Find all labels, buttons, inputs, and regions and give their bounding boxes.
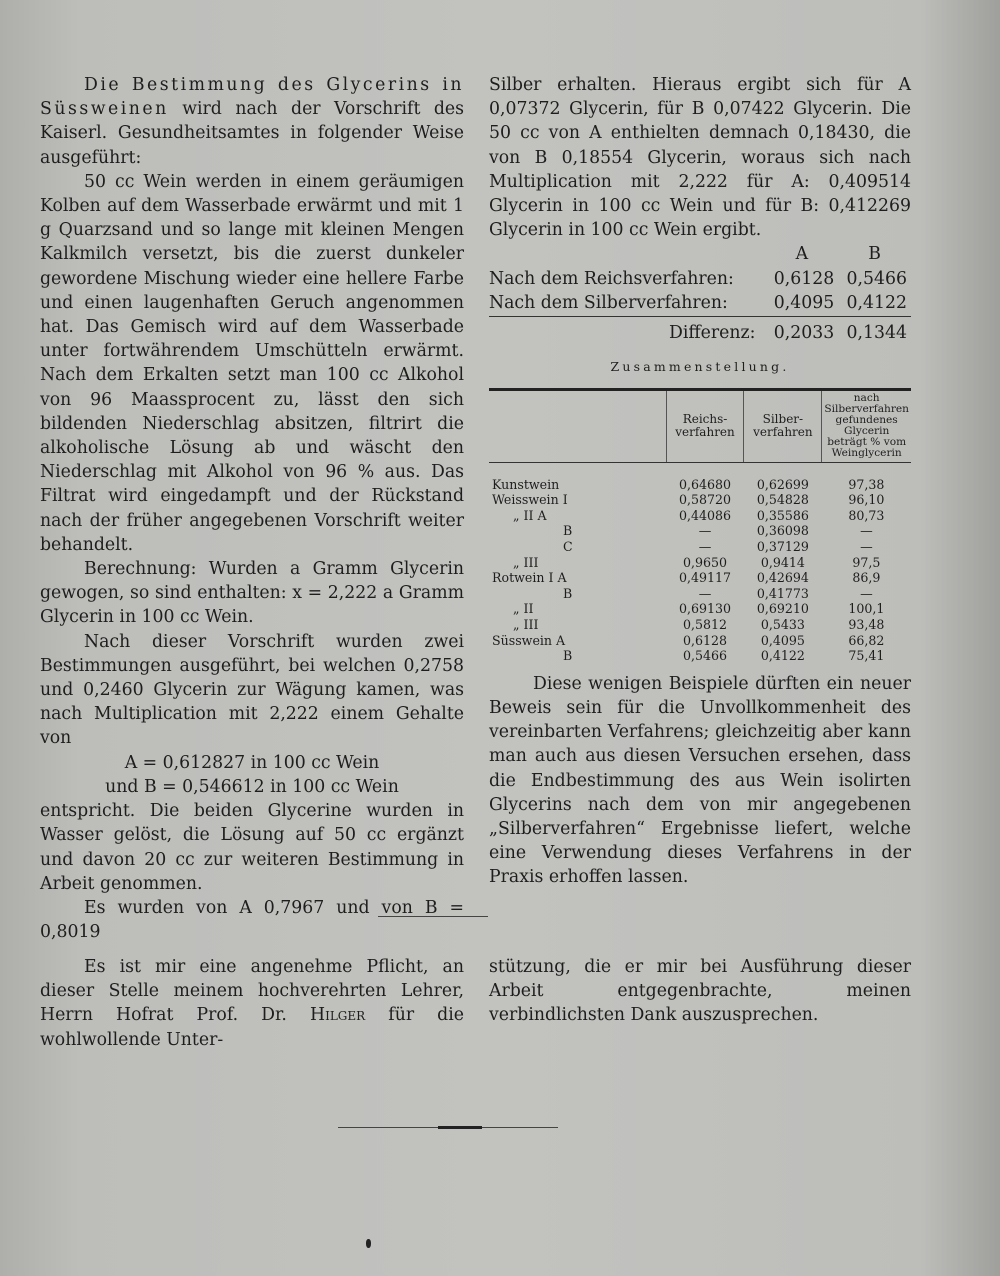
comparison-row <box>489 291 911 316</box>
acknowledgement-right <box>489 955 911 1028</box>
reichsverfahren-value: — <box>698 523 712 539</box>
paragraph-silver: Es wurden von A 0,7967 und von B = 0,8019 <box>40 897 464 943</box>
reichsverfahren-value: 0,64680 <box>678 476 732 492</box>
paragraph-conclusion: Diese wenigen Beispiele dürften ein neuer Beweis sein für die Unvollkommenheit des vereinbarten Verfahrens; gleichzeitig aber kann man auch aus diesen Versuchen ersehen, dass die Endbestimmung des aus Wein isolirten Glycerins nach dem von mir angegebenen „Silberverfahren“ Ergebnisse liefert, welche eine Verwendung dieses Verfahrens in der Praxis erhoffen lassen. <box>489 673 911 888</box>
silberverfahren-value: 0,41773 <box>756 585 809 601</box>
summary-title: Zusammenstellung. <box>610 359 790 375</box>
column-head-a: A <box>795 244 809 265</box>
intro-spaced-text: Die Bestimmung des Glycerins in Süssweinen <box>40 75 464 120</box>
percentage-value: 66,82 <box>848 632 885 648</box>
percentage-value: 96,10 <box>848 492 885 508</box>
silberverfahren-value: 0,42694 <box>756 570 809 586</box>
percentage-value: 75,41 <box>848 648 885 664</box>
row-label: Weisswein I <box>492 492 568 508</box>
summary-row <box>489 508 911 524</box>
comparison-table <box>489 242 911 345</box>
row-label: B <box>563 523 573 539</box>
row-label: C <box>563 539 573 554</box>
reichsverfahren-value: — <box>698 539 712 554</box>
comparison-header-row <box>489 242 911 267</box>
value-a: 0,4095 <box>773 293 835 314</box>
difference-a: 0,2033 <box>765 316 838 345</box>
percentage-value: 97,5 <box>852 554 881 570</box>
row-label: Kunstwein <box>492 476 560 492</box>
reichsverfahren-value: 0,5812 <box>682 616 728 632</box>
summary-row <box>489 523 911 539</box>
percentage-value: — <box>860 585 873 601</box>
percentage-value: 93,48 <box>848 616 885 632</box>
reichsverfahren-value: — <box>698 585 712 601</box>
acknowledgement-text-left: Es ist mir eine angenehme Pflicht, an dieser Stelle meinem hochverehrten Lehrer, Herrn Hofrat Prof. Dr. Hilger für die wohlwollende Unter- <box>40 957 464 1050</box>
summary-row <box>489 601 911 617</box>
header-reichsverfahren: Reichs-verfahren <box>666 389 744 462</box>
silberverfahren-value: 0,4122 <box>760 648 805 664</box>
paragraph-calculation: Berechnung: Wurden a Gramm Glycerin gewogen, so sind enthalten: x = 2,222 a Gramm Glycerin in 100 cc Wein. <box>40 559 464 628</box>
paragraph-method: 50 cc Wein werden in einem geräumigen Kolben auf dem Wasserbade erwärmt und mit 1 g Quarzsand und so lange mit kleinen Mengen Kalkmilch versetzt, bis die zuerst dunkeler gewordene Mischung wieder eine hellere Farbe und einen laugenhaften Geruch angenommen hat. Das Gemisch wird auf dem Wasserbade unter fortwährendem Umschütteln erwärmt. Nach dem Erkalten setzt man 100 cc Alkohol von 96 Maassprocent zu, lässt den sich bildenden Niederschlag absitzen, filtrirt die alkoholische Lösung ab und wäscht den Niederschlag mit Alkohol von 96 % aus. Das Filtrat wird eingedampft und der Rückstand nach der früher angegebenen Vorschrift weiter behandelt. <box>40 171 464 555</box>
acknowledgement-name: Hilger <box>310 1005 366 1026</box>
section-divider <box>378 916 488 917</box>
summary-row <box>489 462 911 492</box>
left-column <box>40 73 464 944</box>
difference-b: 0,1344 <box>838 316 911 345</box>
row-label: „ II A <box>513 507 547 523</box>
value-b: 0,4122 <box>846 293 907 314</box>
summary-row <box>489 555 911 571</box>
header-percentage: nach Silberverfahren gefundenes Glycerin beträgt % vom Weinglycerin <box>822 389 911 462</box>
silberverfahren-value: 0,36098 <box>756 523 809 539</box>
difference-row <box>489 316 911 345</box>
reichsverfahren-value: 0,44086 <box>678 507 732 523</box>
summary-row <box>489 586 911 602</box>
paragraph-results: Silber erhalten. Hieraus ergibt sich für A 0,07372 Glycerin, für B 0,07422 Glycerin. Die 50 cc von A enthielten demnach 0,18430, die von B 0,18554 Glycerin, woraus sich nach Multiplication mit 2,222 für A: 0,409514 Glycerin in 100 cc Wein und für B: 0,412269 Glycerin in 100 cc Wein ergibt. <box>489 75 911 241</box>
column-head-b: B <box>868 244 881 265</box>
row-label: „ III <box>513 616 539 632</box>
header-silberverfahren: Silber-verfahren <box>744 389 822 462</box>
silberverfahren-value: 0,35586 <box>756 507 809 523</box>
acknowledgement-text-right: stützung, die er mir bei Ausführung dieser Arbeit entgegenbrachte, meinen verbindlichsten Dank auszusprechen. <box>489 957 911 1026</box>
silberverfahren-value: 0,62699 <box>756 476 809 492</box>
summary-row <box>489 570 911 586</box>
value-a: 0,6128 <box>773 268 835 289</box>
right-column <box>489 73 911 890</box>
silberverfahren-value: 0,4095 <box>760 632 805 648</box>
reichsverfahren-value: 0,58720 <box>678 492 732 508</box>
row-label: Nach dem Reichsverfahren: <box>489 268 734 289</box>
percentage-value: 86,9 <box>852 570 881 586</box>
row-label: „ II <box>513 601 534 617</box>
row-label: „ III <box>513 554 539 570</box>
row-label: Nach dem Silberverfahren: <box>489 293 728 314</box>
summary-table <box>489 388 911 664</box>
summary-row <box>489 617 911 633</box>
page-mark <box>366 1239 371 1248</box>
reichsverfahren-value: 0,69130 <box>678 601 732 617</box>
summary-header-row <box>489 389 911 462</box>
silberverfahren-value: 0,9414 <box>760 554 805 570</box>
row-label: B <box>563 585 573 601</box>
row-label: Süsswein A <box>492 632 566 648</box>
summary-row <box>489 648 911 664</box>
summary-row <box>489 539 911 555</box>
silberverfahren-value: 0,69210 <box>756 601 809 617</box>
reichsverfahren-value: 0,49117 <box>678 570 732 586</box>
reichsverfahren-value: 0,5466 <box>682 648 728 664</box>
paragraph-determinations: Nach dieser Vorschrift wurden zwei Bestimmungen ausgeführt, bei welchen 0,2758 und 0,2460 Glycerin zur Wägung kamen, was nach Multiplication mit 2,222 einem Gehalte von <box>40 631 464 749</box>
silberverfahren-value: 0,37129 <box>756 539 809 554</box>
percentage-value: — <box>860 523 873 539</box>
summary-row <box>489 492 911 508</box>
summary-body <box>489 462 911 664</box>
acknowledgement-left <box>40 955 464 1052</box>
intro-text: wird nach der Vorschrift des Kaiserl. Gesundheitsamtes in folgender Weise ausgeführt: <box>40 99 464 168</box>
row-label: B <box>563 648 573 664</box>
equation-b: und B = 0,546612 in 100 cc Wein <box>105 776 399 797</box>
percentage-value: 97,38 <box>848 476 885 492</box>
silberverfahren-value: 0,54828 <box>756 492 809 508</box>
end-rule-accent <box>438 1126 482 1129</box>
silberverfahren-value: 0,5433 <box>760 616 805 632</box>
comparison-row <box>489 267 911 292</box>
equation-a: A = 0,612827 in 100 cc Wein <box>124 752 380 773</box>
value-b: 0,5466 <box>846 268 907 289</box>
reichsverfahren-value: 0,9650 <box>682 554 728 570</box>
paragraph-dissolved: entspricht. Die beiden Glycerine wurden in Wasser gelöst, die Lösung auf 50 cc ergänzt und davon 20 cc zur weiteren Bestimmung in Arbeit genommen. <box>40 801 464 894</box>
row-label: Rotwein I A <box>492 570 567 586</box>
reichsverfahren-value: 0,6128 <box>682 632 728 648</box>
percentage-value: 100,1 <box>848 601 885 617</box>
paragraph-intro <box>40 73 464 170</box>
percentage-value: 80,73 <box>848 507 885 523</box>
percentage-value: — <box>860 539 873 554</box>
difference-label: Differenz: <box>489 316 765 345</box>
summary-row <box>489 633 911 649</box>
